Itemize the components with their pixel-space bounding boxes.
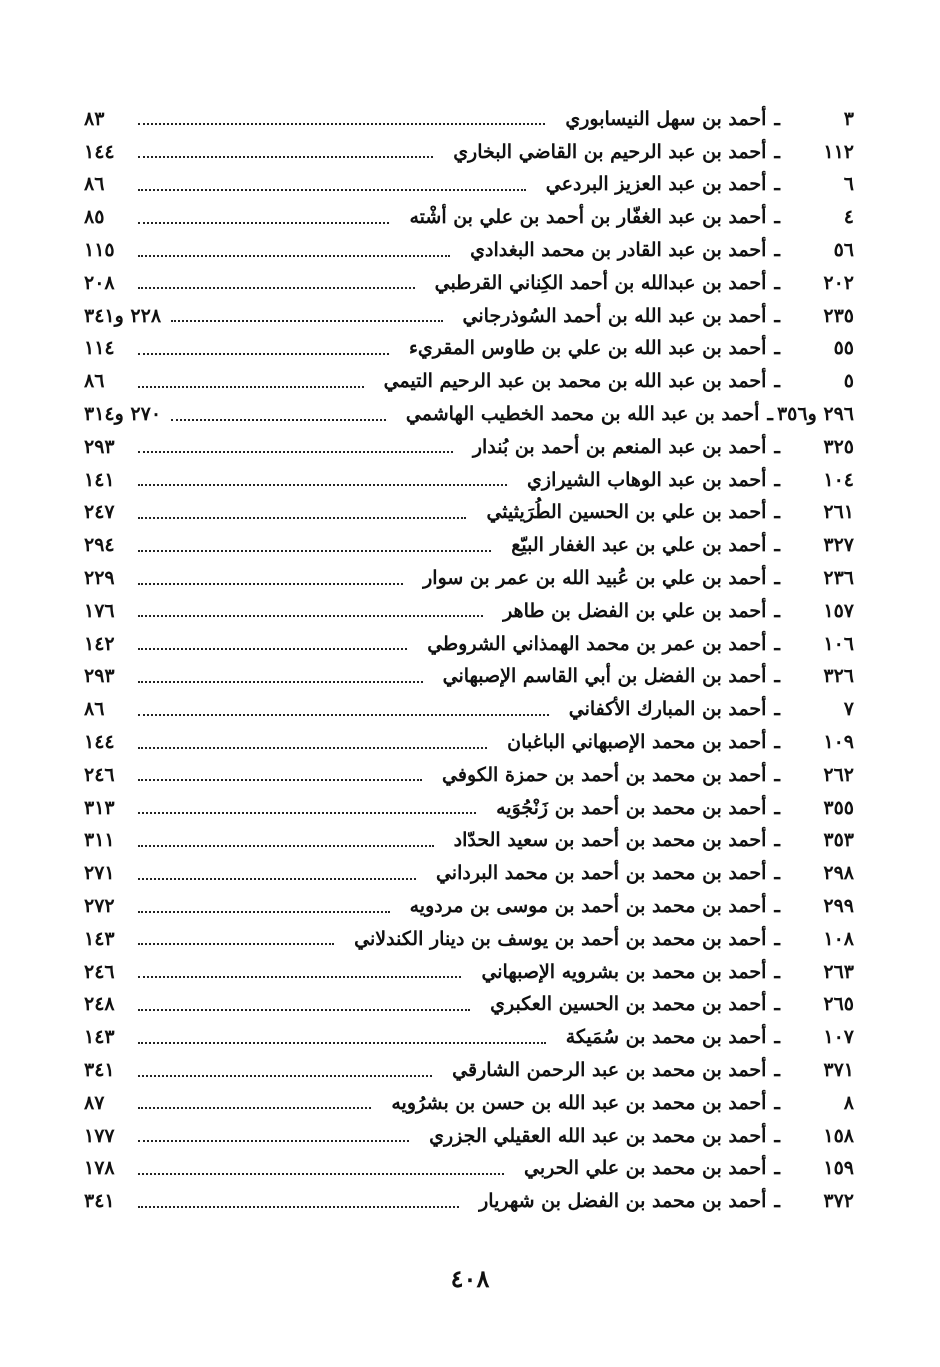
entry-number: ٣٢٧ <box>823 534 854 557</box>
entry-page-ref: ٨٣ <box>84 107 105 130</box>
index-entry <box>84 201 854 234</box>
entry-separator: ـ <box>774 1157 780 1180</box>
entry-number: ١٠٨ <box>823 927 854 950</box>
dot-leader <box>138 976 461 978</box>
index-list <box>84 103 854 1218</box>
index-entry <box>84 103 854 136</box>
entry-separator: ـ <box>774 173 780 196</box>
entry-separator: ـ <box>774 927 780 950</box>
entry-number: ٣٧١ <box>823 1059 854 1081</box>
entry-number: ٢٩٩ <box>823 895 854 918</box>
dot-leader <box>138 1107 371 1109</box>
entry-page-ref: ١١٤ <box>84 337 115 360</box>
entry-separator: ـ <box>774 1091 780 1114</box>
dot-leader <box>138 878 416 880</box>
index-entry <box>84 857 854 890</box>
entry-name: أحمد بن محمد بن أحمد بن يوسف بن دينار الكندلاني <box>354 927 767 950</box>
entry-separator: ـ <box>774 829 780 852</box>
entry-page-ref: ١٤٤ <box>84 731 115 754</box>
index-entry <box>84 956 854 989</box>
entry-page-ref: ٢٤٦ <box>84 763 115 786</box>
entry-separator: ـ <box>774 632 780 655</box>
entry-name: أحمد بن عبد المنعم بن أحمد بن بُندار <box>472 435 767 458</box>
entry-number: ١٥٩ <box>823 1157 854 1180</box>
entry-name: أحمد بن علي بن الفضل بن طاهر <box>503 599 767 622</box>
entry-page-ref: ٢٩٣ <box>84 665 115 688</box>
entry-page-ref: ١٤٤ <box>84 140 115 163</box>
entry-number: ٢٣٦ <box>823 567 854 590</box>
entry-name: أحمد بن سهل النيسابوري <box>565 107 767 130</box>
entry-separator: ـ <box>774 1059 780 1081</box>
entry-page-ref: ٣٤١ <box>84 1190 115 1213</box>
index-entry <box>84 267 854 300</box>
dot-leader <box>138 648 407 650</box>
entry-name: أحمد بن عبد الله بن محمد بن عبد الرحيم التيمي <box>383 370 767 393</box>
dot-leader <box>138 1042 546 1044</box>
index-entry <box>84 1021 854 1054</box>
dot-leader <box>138 550 491 552</box>
dot-leader <box>138 451 453 453</box>
dot-leader <box>138 123 545 125</box>
entry-name: أحمد بن عبد الله بن علي بن طاوس المقريء <box>408 337 767 360</box>
dot-leader <box>138 1173 504 1175</box>
entry-separator: ـ <box>774 796 780 819</box>
index-entry <box>84 923 854 956</box>
entry-page-ref: ١٧٨ <box>84 1157 115 1180</box>
entry-page-ref: ٢٩٣ <box>84 435 115 458</box>
dot-leader <box>138 714 549 716</box>
index-entry <box>84 792 854 825</box>
dot-leader <box>138 615 483 617</box>
entry-separator: ـ <box>774 731 780 754</box>
entry-name: أحمد بن علي بن الحسين الطُرَيثيثي <box>486 501 767 524</box>
entry-name: أحمد بن عبد العزيز البردعي <box>545 173 767 196</box>
entry-separator: ـ <box>774 304 780 327</box>
dot-leader <box>138 1075 432 1077</box>
entry-page-ref: ٨٥ <box>84 206 105 229</box>
entry-number: ٧ <box>843 698 854 721</box>
entry-number: ٣٧٢ <box>823 1190 854 1213</box>
entry-name: أحمد بن محمد بن بشرويه الإصبهاني <box>481 960 767 983</box>
entry-number: ١٠٦ <box>823 632 854 655</box>
entry-separator: ـ <box>774 665 780 688</box>
entry-page-ref: ٨٧ <box>84 1091 105 1114</box>
entry-separator: ـ <box>774 435 780 458</box>
dot-leader <box>138 386 364 388</box>
entry-name: أحمد بن عبد الرحيم بن القاضي البخاري <box>453 140 767 163</box>
index-entry <box>84 1087 854 1120</box>
entry-name: أحمد بن محمد بن الفضل بن شهريار <box>479 1190 767 1213</box>
dot-leader <box>138 681 423 683</box>
entry-separator: ـ <box>774 206 780 229</box>
entry-name: أحمد بن محمد بن عبد الله العقيلي الجزري <box>429 1124 767 1147</box>
entry-separator: ـ <box>774 1190 780 1213</box>
dot-leader <box>138 484 507 486</box>
index-entry <box>84 1185 854 1218</box>
page-number: ٤٠٨ <box>450 1264 490 1293</box>
index-entry <box>84 333 854 366</box>
entry-separator: ـ <box>774 337 780 360</box>
entry-name: أحمد بن علي بن عبد الغفار البيّع <box>511 534 767 557</box>
dot-leader <box>138 1009 470 1011</box>
entry-separator: ـ <box>774 895 780 918</box>
index-entry <box>84 562 854 595</box>
index-entry <box>84 234 854 267</box>
entry-page-ref: ٢٠٨ <box>84 271 115 294</box>
entry-number: ٥٦ <box>833 239 854 262</box>
entry-page-ref: ١٧٦ <box>84 599 115 622</box>
index-entry <box>84 825 854 858</box>
entry-name: أحمد بن المبارك الأكفاني <box>568 698 767 721</box>
dot-leader <box>138 353 389 355</box>
entry-separator: ـ <box>774 599 780 622</box>
entry-separator: ـ <box>774 862 780 885</box>
entry-number: ٦ <box>843 173 854 196</box>
index-entry <box>84 661 854 694</box>
entry-separator: ـ <box>774 468 780 491</box>
entry-page-ref: ١٤٣ <box>84 927 115 950</box>
entry-number: ٢٦٣ <box>823 960 854 983</box>
entry-name: أحمد بن محمد بن عبد الرحمن الشارقي <box>452 1059 767 1081</box>
entry-name: أحمد بن عبد الوهاب الشيرازي <box>527 468 767 491</box>
entry-name: أحمد بن محمد بن الحسين العكبري <box>490 993 767 1016</box>
dot-leader <box>171 419 386 421</box>
entry-separator: ـ <box>774 960 780 983</box>
index-entry <box>84 693 854 726</box>
entry-name: أحمد بن عبد القادر بن محمد البغدادي <box>470 239 767 262</box>
entry-name: أحمد بن محمد بن أحمد بن زَنْجُوَيه <box>496 796 767 819</box>
dot-leader <box>138 812 476 814</box>
dot-leader <box>138 1206 459 1208</box>
entry-name: أحمد بن محمد بن علي الحربي <box>524 1157 767 1180</box>
entry-page-ref: ١٤١ <box>84 468 115 491</box>
entry-name: أحمد بن محمد بن أحمد بن حمزة الكوفي <box>442 763 767 786</box>
entry-number: ٣٢٦ <box>823 665 854 688</box>
index-entry <box>84 595 854 628</box>
index-entry <box>84 431 854 464</box>
entry-name: أحمد بن عبد الغفّار بن أحمد بن علي بن أشْته <box>409 206 767 229</box>
entry-number: ٢٦٢ <box>823 763 854 786</box>
index-entry <box>84 365 854 398</box>
entry-page-ref: ٢٩٤ <box>84 534 115 557</box>
entry-number: ٢٦٥ <box>823 993 854 1016</box>
index-entry <box>84 136 854 169</box>
index-entry <box>84 169 854 202</box>
dot-leader <box>138 583 403 585</box>
entry-separator: ـ <box>774 993 780 1016</box>
entry-page-ref: ٨٦ <box>84 698 105 721</box>
index-entry <box>84 398 854 431</box>
entry-number: ١٠٤ <box>823 468 854 491</box>
dot-leader <box>138 189 526 191</box>
entry-number: ٢٩٦ و٣٥٦ <box>776 403 854 426</box>
entry-separator: ـ <box>774 1026 780 1049</box>
entry-page-ref: ٢٤٦ <box>84 960 115 983</box>
entry-page-ref: ٨٦ <box>84 173 105 196</box>
entry-page-ref: ١٤٣ <box>84 1026 115 1049</box>
entry-page-ref: ٣٤١ <box>84 1059 115 1081</box>
index-entry <box>84 464 854 497</box>
entry-name: أحمد بن عبدالله بن أحمد الكِناني القرطبي <box>434 271 767 294</box>
entry-number: ٢٩٨ <box>823 862 854 885</box>
entry-name: أحمد بن محمد بن عبد الله بن حسن بن بشرُويه <box>391 1091 767 1114</box>
index-entry <box>84 1120 854 1153</box>
entry-name: أحمد بن محمد بن سُمَيكة <box>565 1026 767 1049</box>
entry-name: أحمد بن عبد الله بن محمد الخطيب الهاشمي <box>405 403 760 426</box>
entry-number: ٤ <box>843 206 854 229</box>
entry-number: ٢٦١ <box>823 501 854 524</box>
index-entry <box>84 890 854 923</box>
entry-name: أحمد بن محمد الإصبهاني الباغبان <box>507 731 767 754</box>
index-entry <box>84 300 854 333</box>
entry-name: أحمد بن الفضل بن أبي القاسم الإصبهاني <box>442 665 767 688</box>
entry-page-ref: ٣١١ <box>84 829 115 852</box>
entry-number: ٨ <box>843 1091 854 1114</box>
entry-name: أحمد بن محمد بن أحمد بن موسى بن مردويه <box>409 895 767 918</box>
entry-page-ref: ٨٦ <box>84 370 105 393</box>
dot-leader <box>138 156 433 158</box>
index-entry <box>84 726 854 759</box>
entry-page-ref: ٢٧٠ و٣١٤ <box>84 403 162 426</box>
entry-separator: ـ <box>774 107 780 130</box>
entry-separator: ـ <box>774 698 780 721</box>
dot-leader <box>171 320 443 322</box>
dot-leader <box>138 517 466 519</box>
index-entry <box>84 529 854 562</box>
entry-number: ٥٥ <box>833 337 854 360</box>
entry-separator: ـ <box>774 534 780 557</box>
dot-leader <box>138 845 434 847</box>
dot-leader <box>138 255 450 257</box>
entry-number: ٣٢٥ <box>823 435 854 458</box>
entry-name: أحمد بن محمد بن أحمد بن سعيد الحدّاد <box>453 829 767 852</box>
entry-number: ٣٥٥ <box>823 796 854 819</box>
dot-leader <box>138 911 390 913</box>
entry-page-ref: ١١٥ <box>84 239 115 262</box>
dot-leader <box>138 779 422 781</box>
entry-page-ref: ٢٧٢ <box>84 895 115 918</box>
entry-separator: ـ <box>774 370 780 393</box>
dot-leader <box>138 287 415 289</box>
entry-separator: ـ <box>774 271 780 294</box>
entry-separator: ـ <box>774 140 780 163</box>
entry-name: أحمد بن علي بن عُبيد الله بن عمر بن سوار <box>423 567 767 590</box>
index-entry <box>84 989 854 1022</box>
entry-separator: ـ <box>767 403 773 426</box>
entry-separator: ـ <box>774 567 780 590</box>
entry-page-ref: ٢٤٧ <box>84 501 115 524</box>
entry-page-ref: ٢٧١ <box>84 862 115 885</box>
entry-page-ref: ١٤٢ <box>84 632 115 655</box>
entry-separator: ـ <box>774 239 780 262</box>
entry-separator: ـ <box>774 501 780 524</box>
entry-number: ٣ <box>843 107 854 130</box>
entry-number: ٢٣٥ <box>823 304 854 327</box>
entry-name: أحمد بن عمر بن محمد الهمذاني الشروطي <box>427 632 767 655</box>
entry-number: ١٥٨ <box>823 1124 854 1147</box>
dot-leader <box>138 222 389 224</box>
index-entry <box>84 628 854 661</box>
entry-page-ref: ١٧٧ <box>84 1124 115 1147</box>
entry-page-ref: ٢٢٨ و٣٤١ <box>84 304 162 327</box>
entry-page-ref: ٢٢٩ <box>84 567 115 590</box>
entry-number: ١٠٩ <box>823 731 854 754</box>
entry-number: ٣٥٣ <box>823 829 854 852</box>
index-entry <box>84 1153 854 1186</box>
dot-leader <box>138 943 334 945</box>
entry-name: أحمد بن عبد الله بن أحمد السُوذرجاني <box>462 304 767 327</box>
entry-number: ١٠٧ <box>823 1026 854 1049</box>
index-entry <box>84 1054 854 1087</box>
entry-number: ٥ <box>843 370 854 393</box>
dot-leader <box>138 1140 409 1142</box>
entry-name: أحمد بن محمد بن أحمد بن محمد البرداني <box>435 862 767 885</box>
entry-number: ١١٢ <box>823 140 854 163</box>
entry-separator: ـ <box>774 1124 780 1147</box>
entry-page-ref: ٢٤٨ <box>84 993 115 1016</box>
entry-separator: ـ <box>774 763 780 786</box>
index-entry <box>84 759 854 792</box>
dot-leader <box>138 747 487 749</box>
entry-page-ref: ٣١٣ <box>84 796 115 819</box>
entry-number: ١٥٧ <box>823 599 854 622</box>
entry-number: ٢٠٢ <box>823 271 854 294</box>
index-entry <box>84 497 854 530</box>
